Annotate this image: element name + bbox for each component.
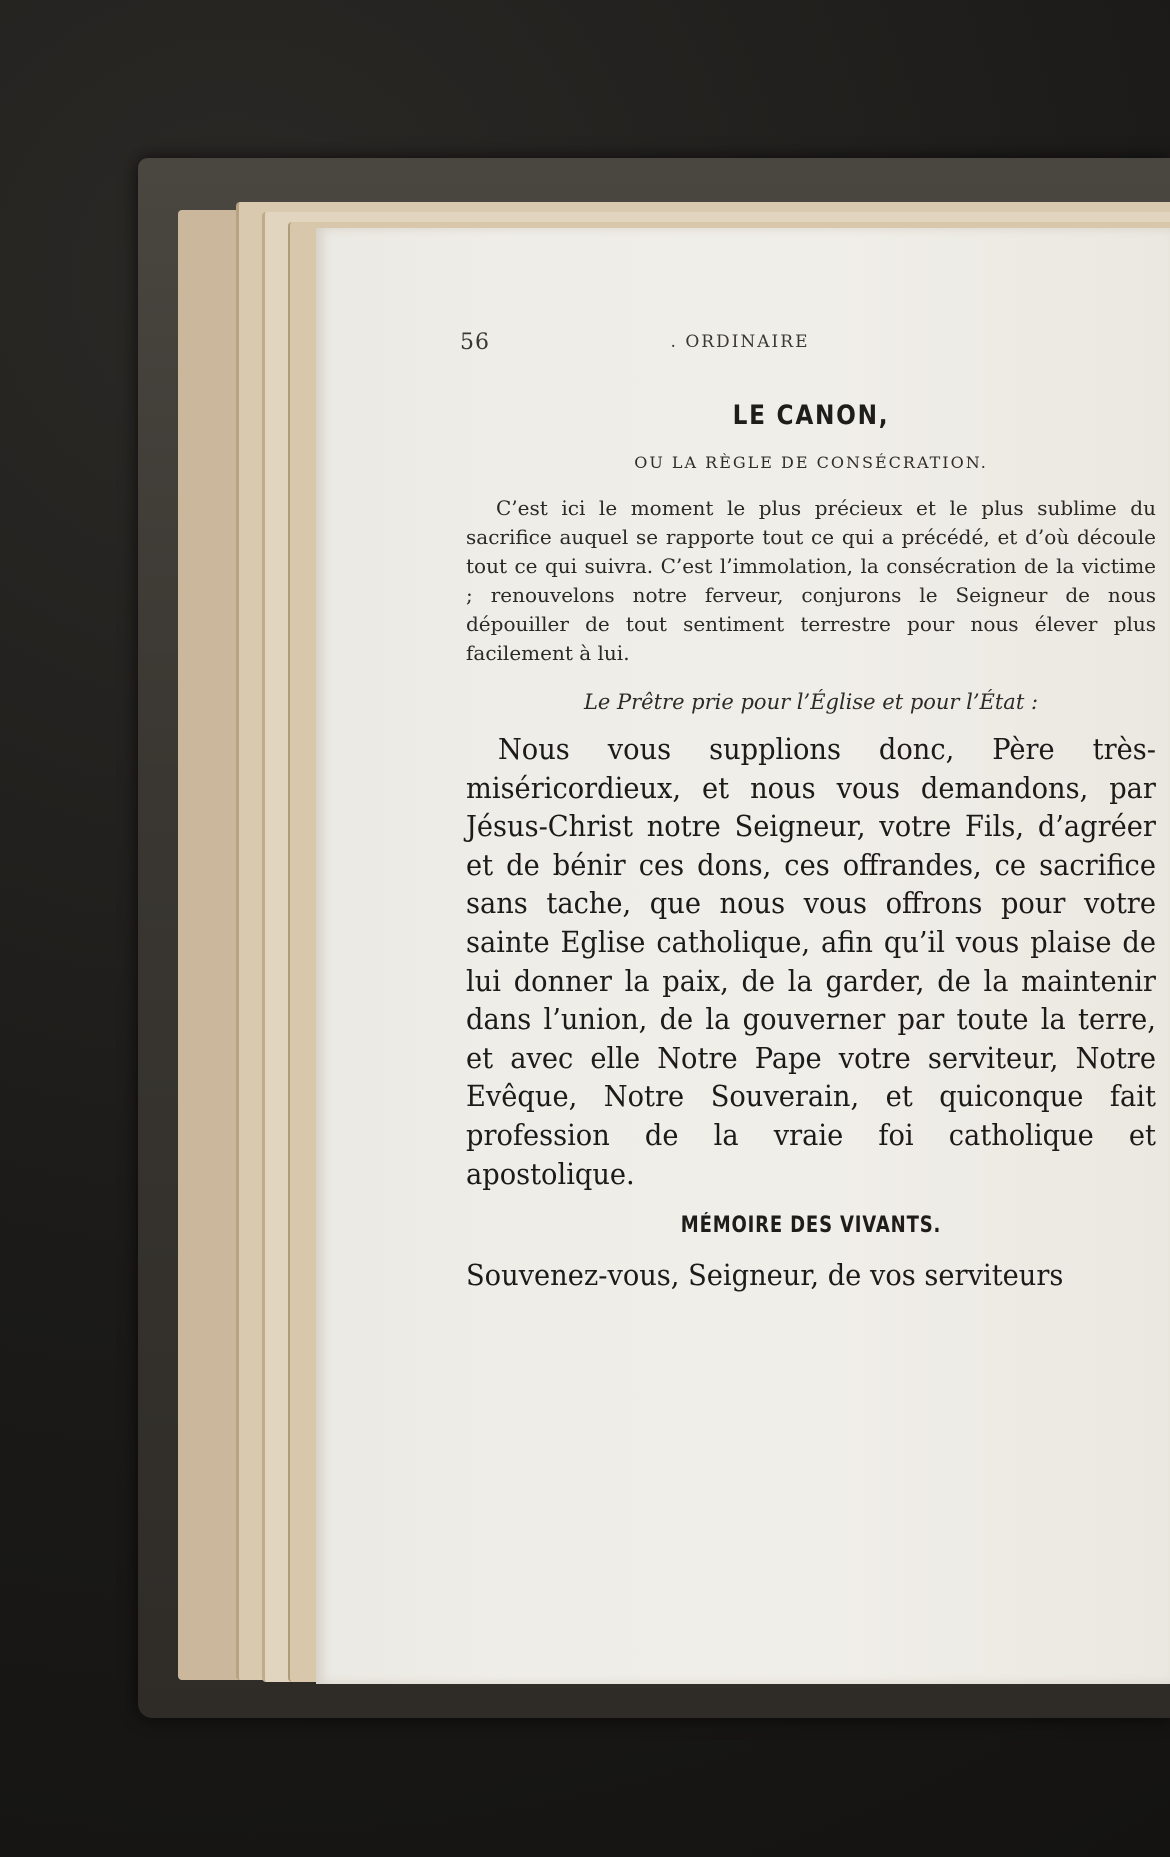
book-page [316, 228, 1170, 1684]
page-header [460, 330, 1020, 360]
memoire-text: Souvenez-vous, Seigneur, de vos serviteurs [466, 1258, 1064, 1293]
page-number: 56 [460, 330, 490, 355]
running-head: . ORDINAIRE [670, 332, 810, 352]
section-subheading: OU LA RÈGLE DE CONSÉCRATION. [634, 453, 988, 472]
section-heading-canon: LE CANON, [732, 400, 890, 431]
rubric-instruction: Le Prêtre prie pour l’Église et pour l’État : [583, 690, 1039, 714]
section-heading-memoire: MÉMOIRE DES VIVANTS. [680, 1213, 942, 1239]
intro-paragraph: C’est ici le moment le plus précieux et le plus sublime du sacrifice auquel se rapporte tout ce qui a précédé, et d’où découle tout ce qui suivra. C’est l’immolation, la consécration de la victime ; renouvelons notre ferveur, conjurons le Seigneur de nous dépouiller de tout sentiment terrestre pour nous élever plus facilement à lui. [466, 496, 1156, 665]
page-content [466, 400, 1156, 1294]
prayer-paragraph: Nous vous supplions donc, Père très-miséricordieux, et nous vous demandons, par Jésus-Christ notre Seigneur, votre Fils, d’agréer et de bénir ces dons, ces offrandes, ce sacrifice sans tache, que nous vous offrons pour votre sainte Eglise catholique, afin qu’il vous plaise de lui donner la paix, de la garder, de la maintenir dans l’union, de la gouverner par toute la terre, et avec elle Notre Pape votre serviteur, Notre Evêque, Notre Souverain, et quiconque fait profession de la vraie foi catholique et apostolique. [466, 732, 1156, 1191]
